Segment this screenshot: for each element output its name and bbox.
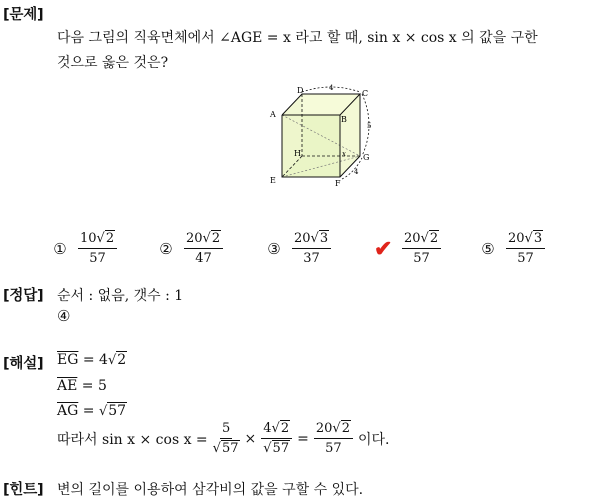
answer-tag: [정답] bbox=[3, 288, 44, 304]
vertex-h-label: H bbox=[294, 149, 301, 158]
hint-tag: [힌트] bbox=[3, 482, 44, 498]
vertex-d-label: D bbox=[297, 86, 304, 95]
dimension-top-label: 4 bbox=[329, 84, 334, 92]
choice-4[interactable] bbox=[374, 230, 441, 267]
choice-4-fraction: $\frac{20√2}{57}$ bbox=[402, 230, 441, 267]
vertex-b-label: B bbox=[341, 115, 347, 124]
choice-5[interactable] bbox=[480, 230, 545, 267]
hint-text: 변의 길이를 이용하여 삼각비의 값을 구할 수 있다. bbox=[57, 482, 364, 498]
choice-1-fraction: $\frac{10√2}{57}$ bbox=[78, 230, 117, 267]
explanation-tag: [해설] bbox=[3, 356, 44, 372]
dimension-bottom-label: 4 bbox=[354, 168, 359, 176]
choice-3[interactable] bbox=[266, 230, 331, 267]
problem-text-line1: 다음 그림의 직육면체에서 ∠AGE = x 라고 할 때, sin x × cos x 의 값을 구한 bbox=[57, 30, 538, 46]
cuboid-figure bbox=[262, 82, 382, 190]
answer-order-count: 순서 : 없음, 갯수 : 1 bbox=[57, 288, 184, 304]
vertex-f-label: F bbox=[335, 179, 341, 188]
choice-1[interactable] bbox=[52, 230, 117, 267]
vertex-c-label: C bbox=[362, 89, 369, 98]
answer-value: ④ bbox=[57, 307, 71, 325]
explanation-ag: $\overline{AG} = √57$ bbox=[57, 403, 127, 419]
vertex-g-label: G bbox=[363, 153, 370, 162]
choice-1-marker: ① bbox=[53, 239, 67, 258]
choice-2-fraction: $\frac{20√2}{47}$ bbox=[184, 230, 223, 267]
angle-x-label: x bbox=[342, 150, 346, 158]
vertex-e-label: E bbox=[270, 176, 276, 185]
choice-2-marker: ② bbox=[159, 239, 173, 258]
problem-text-line2: 것으로 옳은 것은? bbox=[57, 55, 169, 71]
vertex-a-label: A bbox=[270, 110, 276, 119]
choice-5-fraction: $\frac{20√3}{57}$ bbox=[506, 230, 545, 267]
dimension-right-label: 5 bbox=[367, 122, 372, 130]
explanation-final: 따라서 sin x × cos x = $\frac{5}{√57}$ × $\frac{4√2}{√57}$ = $\frac{20√2}{57}$ 이다. bbox=[57, 421, 390, 456]
explanation-ae: $\overline{AE} = 5$ bbox=[57, 378, 107, 394]
choice-3-marker: ③ bbox=[267, 239, 281, 258]
choice-3-fraction: $\frac{20√3}{37}$ bbox=[292, 230, 331, 267]
checkmark-icon: ✔ bbox=[374, 235, 393, 262]
problem-tag: [문제] bbox=[3, 7, 44, 23]
choice-2[interactable] bbox=[158, 230, 223, 267]
choice-5-marker: ⑤ bbox=[481, 239, 495, 258]
explanation-eg: $\overline{EG} = 4√2$ bbox=[57, 352, 127, 368]
